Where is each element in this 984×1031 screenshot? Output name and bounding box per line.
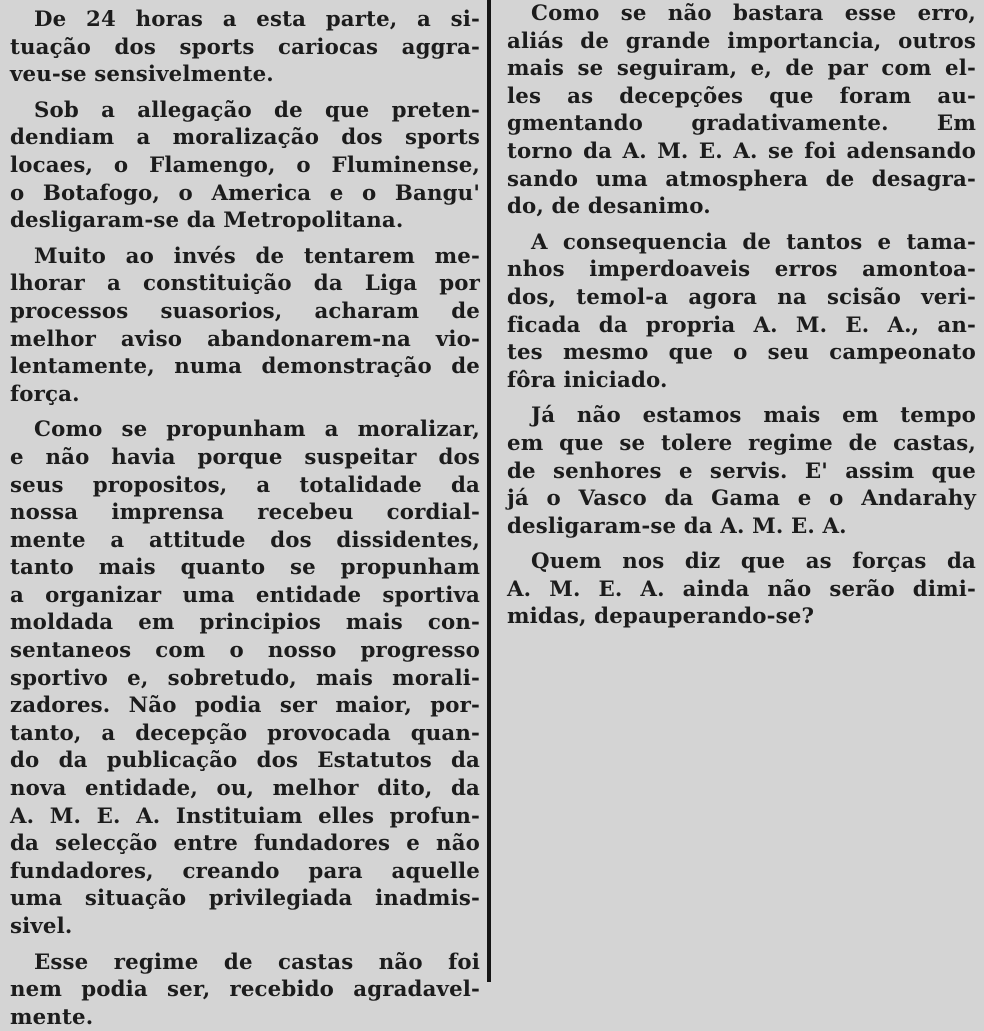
text-line: nossa imprensa recebeu cordial- bbox=[10, 500, 480, 526]
text-line: moldada em principios mais con- bbox=[10, 610, 480, 636]
text-line: Como se propunham a moralizar, bbox=[34, 417, 480, 443]
text-line: nova entidade, ou, melhor dito, da bbox=[10, 776, 480, 802]
text-line: de senhores e servis. E' assim que bbox=[507, 458, 976, 484]
text-line: lhorar a constituição da Liga por bbox=[10, 271, 480, 297]
text-line: processos suasorios, acharam de bbox=[10, 298, 480, 324]
text-line: zadores. Não podia ser maior, por- bbox=[10, 693, 480, 719]
text-line: A. M. E. A. ainda não serão dimi- bbox=[507, 576, 976, 602]
article-paragraph bbox=[10, 949, 480, 1031]
text-line: já o Vasco da Gama e o Andarahy bbox=[507, 486, 976, 512]
text-line: do da publicação dos Estatutos da bbox=[10, 748, 480, 774]
text-line: desligaram-se da Metropolitana. bbox=[10, 208, 404, 234]
text-line: tes mesmo que o seu campeonato bbox=[507, 340, 976, 366]
right-column bbox=[491, 0, 984, 982]
article-paragraph bbox=[507, 229, 976, 395]
article-paragraph bbox=[10, 243, 480, 409]
text-line: dos, temol-a agora na scisão veri- bbox=[507, 284, 976, 310]
article-paragraph bbox=[507, 0, 976, 221]
text-line: midas, depauperando-se? bbox=[507, 604, 815, 630]
article-paragraph bbox=[10, 97, 480, 235]
text-line: lentamente, numa demonstração de bbox=[10, 354, 480, 380]
text-line: da selecção entre fundadores e não bbox=[10, 831, 480, 857]
text-line: De 24 horas a esta parte, a si- bbox=[34, 7, 480, 32]
text-line: Esse regime de castas não foi bbox=[34, 949, 480, 975]
text-line: veu-se sensivelmente. bbox=[10, 62, 274, 88]
text-line: tanto mais quanto se propunham bbox=[10, 555, 480, 581]
text-line: aliás de grande importancia, outros bbox=[507, 28, 976, 54]
text-line: tuação dos sports cariocas aggra- bbox=[10, 34, 480, 60]
article-paragraph bbox=[507, 548, 976, 631]
text-line: A consequencia de tantos e tama- bbox=[531, 229, 976, 255]
text-line: tanto, a decepção provocada quan- bbox=[10, 720, 480, 746]
text-line: força. bbox=[10, 381, 80, 407]
article-paragraph bbox=[10, 6, 480, 89]
text-line: sando uma atmosphera de desagra- bbox=[507, 166, 976, 192]
text-line: locaes, o Flamengo, o Fluminense, bbox=[10, 152, 480, 178]
text-line: seus propositos, a totalidade da bbox=[10, 472, 480, 498]
text-line: sportivo e, sobretudo, mais morali- bbox=[10, 665, 480, 691]
text-line: e não havia porque suspeitar dos bbox=[10, 444, 480, 470]
text-line: mais se seguiram, e, de par com el- bbox=[507, 56, 976, 82]
text-line: Já não estamos mais em tempo bbox=[531, 403, 976, 429]
text-line: gmentando gradativamente. Em bbox=[507, 111, 976, 137]
text-line: ficada da propria A. M. E. A., an- bbox=[507, 312, 976, 338]
text-line: desligaram-se da A. M. E. A. bbox=[507, 513, 847, 539]
article-paragraph bbox=[507, 402, 976, 540]
text-line: melhor aviso abandonarem-na vio- bbox=[10, 326, 480, 352]
text-line: dendiam a moralização dos sports bbox=[10, 125, 480, 151]
left-column bbox=[0, 0, 488, 1030]
text-line: a organizar uma entidade sportiva bbox=[10, 582, 480, 608]
text-line: les as decepções que foram au- bbox=[507, 83, 976, 109]
text-line: fundadores, creando para aquelle bbox=[10, 858, 480, 884]
text-line: A. M. E. A. Instituiam elles profun- bbox=[10, 803, 480, 829]
text-line: Muito ao invés de tentarem me- bbox=[34, 243, 480, 269]
text-line: uma situação privilegiada inadmis- bbox=[10, 886, 480, 912]
text-line: nhos imperdoaveis erros amontoa- bbox=[507, 257, 976, 283]
text-line: torno da A. M. E. A. se foi adensando bbox=[507, 138, 976, 164]
text-line: o Botafogo, o America e o Bangu' bbox=[10, 180, 480, 206]
text-line: em que se tolere regime de castas, bbox=[507, 430, 976, 456]
text-line: nem podia ser, recebido agradavel- bbox=[10, 977, 480, 1003]
text-line: sentaneos com o nosso progresso bbox=[10, 638, 480, 664]
article-paragraph bbox=[10, 416, 480, 940]
text-line: Como se não bastara esse erro, bbox=[531, 1, 976, 26]
text-line: Sob a allegação de que preten- bbox=[34, 97, 480, 123]
text-line: Quem nos diz que as forças da bbox=[531, 549, 976, 575]
text-line: fôra iniciado. bbox=[507, 367, 668, 393]
text-line: do, de desanimo. bbox=[507, 194, 711, 220]
text-line: mente. bbox=[10, 1004, 94, 1030]
text-line: sivel. bbox=[10, 914, 73, 939]
text-line: mente a attitude dos dissidentes, bbox=[10, 527, 480, 553]
